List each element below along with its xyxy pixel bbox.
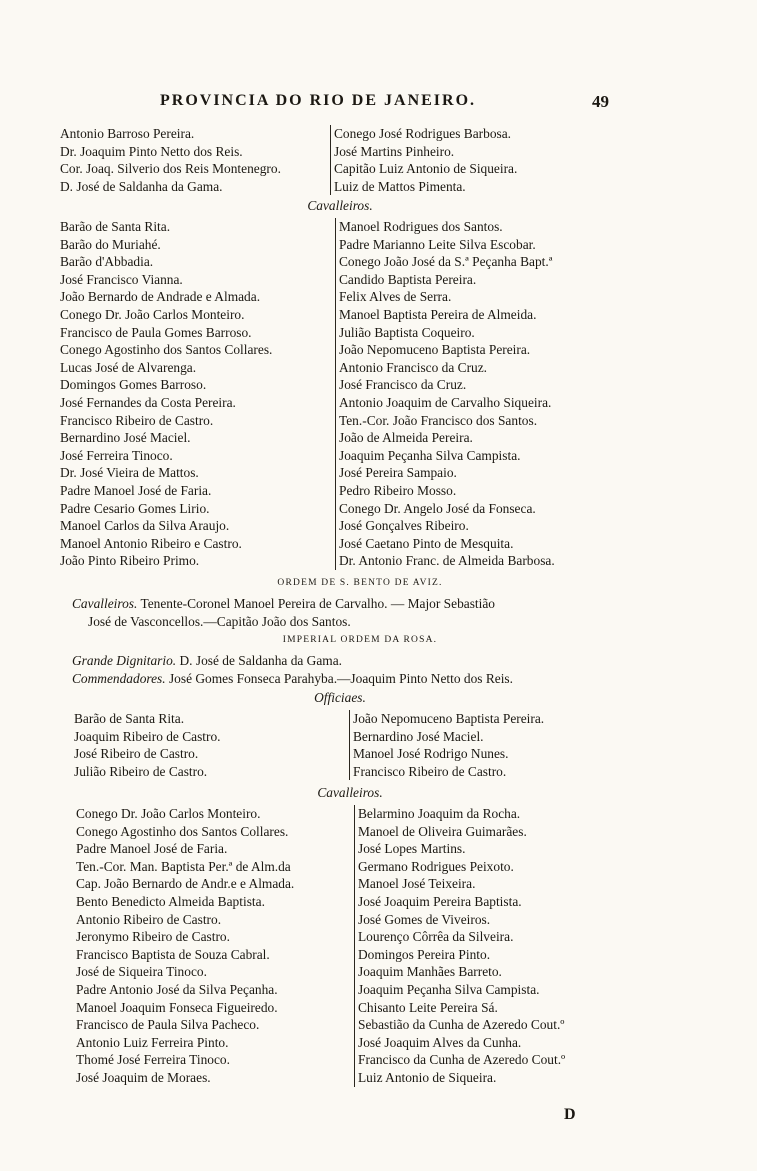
list-item: Bento Benedicto Almeida Baptista.: [76, 893, 265, 909]
cavalleiros-list-2: [76, 805, 716, 1090]
list-item: Manoel José Teixeira.: [358, 876, 476, 892]
list-item: João Nepomuceno Baptista Pereira.: [339, 342, 531, 358]
list-item: José Joaquim Pereira Baptista.: [358, 893, 522, 909]
list-item: Manoel Baptista Pereira de Almeida.: [339, 306, 537, 322]
list-item: Cap. João Bernardo de Andr.e e Almada.: [76, 876, 295, 892]
list-item: João de Almeida Pereira.: [339, 430, 473, 446]
list-item: Joaquim Manhães Barreto.: [358, 964, 502, 980]
list-item: Padre Cesario Gomes Lirio.: [60, 500, 210, 516]
list-item: Conego João José da S.ª Peçanha Bapt.ª: [339, 254, 553, 270]
list-item: Padre Manoel José de Faria.: [76, 841, 228, 857]
list-item: Belarmino Joaquim da Rocha.: [358, 806, 521, 821]
rosa-heading: IMPERIAL ORDEM DA ROSA.: [282, 635, 438, 645]
cavalleiros-heading-2: Cavalleiros.: [317, 785, 383, 800]
running-title: PROVINCIA DO RIO DE JANEIRO.: [160, 92, 477, 109]
list-item: José Joaquim de Moraes.: [76, 1069, 211, 1085]
list-item: Dr. José Vieira de Mattos.: [60, 465, 199, 481]
cavalleiros-list-1: [60, 218, 710, 573]
list-item: Joaquim Peçanha Silva Campista.: [339, 447, 521, 463]
list-item: Julião Ribeiro de Castro.: [74, 763, 208, 779]
list-item: Conego José Rodrigues Barbosa.: [334, 126, 512, 141]
top-list: [60, 125, 700, 197]
signature-mark: D: [564, 1106, 576, 1123]
page-number: 49: [592, 92, 609, 111]
list-item: Francisco Ribeiro de Castro.: [60, 412, 214, 428]
list-item: Germano Rodrigues Peixoto.: [358, 858, 514, 874]
aviz-label: Cavalleiros.: [72, 596, 138, 611]
officiaes-left: [74, 710, 349, 780]
list-item: Capitão Luiz Antonio de Siqueira.: [334, 161, 518, 177]
dignitario-label: Grande Dignitario.: [72, 653, 177, 668]
list-item: Manoel Antonio Ribeiro e Castro.: [60, 535, 242, 551]
list-item: Domingos Pereira Pinto.: [358, 946, 491, 962]
list-item: Conego Agostinho dos Santos Collares.: [76, 823, 289, 839]
list-item: Manoel José Rodrigo Nunes.: [353, 746, 509, 762]
list-item: Antonio Joaquim de Carvalho Siqueira.: [339, 394, 552, 410]
list-item: Joaquim Ribeiro de Castro.: [74, 728, 221, 744]
list-item: José Martins Pinheiro.: [334, 143, 455, 159]
list-item: Manoel Carlos da Silva Araujo.: [60, 518, 230, 534]
list-item: João Pinto Ribeiro Primo.: [60, 553, 200, 569]
list-item: José Francisco da Cruz.: [339, 377, 467, 393]
list-item: Jeronymo Ribeiro de Castro.: [76, 929, 230, 945]
list-item: José Ribeiro de Castro.: [74, 746, 199, 762]
list-item: Dr. Joaquim Pinto Netto dos Reis.: [60, 143, 243, 159]
aviz-line-2: José de Vasconcellos.—Capitão João dos Santos.: [88, 614, 351, 629]
list-item: Chisanto Leite Pereira Sá.: [358, 999, 498, 1015]
list-item: Conego Dr. João Carlos Monteiro.: [60, 306, 245, 322]
list-item: Barão de Santa Rita.: [60, 219, 171, 234]
list-item: Thomé José Ferreira Tinoco.: [76, 1052, 230, 1068]
list-item: Cor. Joaq. Silverio dos Reis Montenegro.: [60, 161, 281, 177]
list-item: Antonio Luiz Ferreira Pinto.: [76, 1034, 229, 1050]
list-item: Conego Dr. João Carlos Monteiro.: [76, 806, 261, 821]
list-item: Francisco de Paula Silva Pacheco.: [76, 1017, 260, 1033]
list-item: Francisco da Cunha de Azeredo Cout.º: [358, 1052, 566, 1068]
list-item: Barão d'Abbadia.: [60, 254, 154, 270]
list-item: Joaquim Peçanha Silva Campista.: [358, 981, 540, 997]
list-item: Conego Agostinho dos Santos Collares.: [60, 342, 273, 358]
top-list-left: [60, 125, 330, 195]
list-item: Bernardino José Maciel.: [60, 430, 191, 446]
officiaes-list: [74, 710, 694, 782]
cavalleiros-heading-1: Cavalleiros.: [307, 198, 373, 213]
list-item: Ten.-Cor. João Francisco dos Santos.: [339, 412, 538, 428]
list-item: José Lopes Martins.: [358, 841, 466, 857]
list-item: Manoel de Oliveira Guimarães.: [358, 823, 527, 839]
list-item: Luiz Antonio de Siqueira.: [358, 1069, 497, 1085]
list-item: Barão de Santa Rita.: [74, 711, 185, 726]
list-item: Felix Alves de Serra.: [339, 289, 452, 305]
list-item: Manoel Joaquim Fonseca Figueiredo.: [76, 999, 278, 1015]
list-item: Barão do Muriahé.: [60, 236, 161, 252]
list-item: Lucas José de Alvarenga.: [60, 359, 197, 375]
commendadores-text: José Gomes Fonseca Parahyba.—Joaquim Pinto Netto dos Reis.: [165, 671, 513, 686]
list-item: Antonio Francisco da Cruz.: [339, 359, 488, 375]
list-item: José Francisco Vianna.: [60, 271, 183, 287]
officiaes-heading: Officiaes.: [314, 690, 366, 705]
list-item: José Gomes de Viveiros.: [358, 911, 491, 927]
officiaes-right: [349, 710, 683, 780]
list-item: Lourenço Côrrêa da Silveira.: [358, 929, 514, 945]
list-item: Padre Marianno Leite Silva Escobar.: [339, 236, 536, 252]
list-item: José Ferreira Tinoco.: [60, 447, 173, 463]
list-item: Julião Baptista Coqueiro.: [339, 324, 475, 340]
list-item: João Nepomuceno Baptista Pereira.: [353, 711, 545, 726]
list-item: Antonio Ribeiro de Castro.: [76, 911, 222, 927]
list-item: Luiz de Mattos Pimenta.: [334, 178, 466, 194]
cavalleiros-1-left: [60, 218, 335, 570]
list-item: Candido Baptista Pereira.: [339, 271, 477, 287]
list-item: Dr. Antonio Franc. de Almeida Barbosa.: [339, 553, 555, 569]
list-item: José de Siqueira Tinoco.: [76, 964, 207, 980]
list-item: Manoel Rodrigues dos Santos.: [339, 219, 503, 234]
aviz-text-1: Tenente-Coronel Manoel Pereira de Carvalho. — Major Sebastião: [137, 596, 495, 611]
list-item: José Fernandes da Costa Pereira.: [60, 394, 236, 410]
top-list-right: [330, 125, 694, 195]
list-item: José Gonçalves Ribeiro.: [339, 518, 469, 534]
list-item: Francisco de Paula Gomes Barroso.: [60, 324, 252, 340]
list-item: Francisco Baptista de Souza Cabral.: [76, 946, 270, 962]
list-item: Conego Dr. Angelo José da Fonseca.: [339, 500, 536, 516]
list-item: Padre Manoel José de Faria.: [60, 482, 212, 498]
cavalleiros-2-right: [354, 805, 708, 1087]
aviz-line-1: [72, 595, 495, 613]
aviz-heading: ORDEM DE S. BENTO DE AVIZ.: [277, 578, 443, 588]
list-item: Ten.-Cor. Man. Baptista Per.ª de Alm.da: [76, 858, 291, 874]
cavalleiros-1-right: [335, 218, 709, 570]
list-item: Sebastião da Cunha de Azeredo Cout.º: [358, 1017, 565, 1033]
commendadores-label: Commendadores.: [72, 671, 166, 686]
page-header: [0, 92, 757, 116]
cavalleiros-2-left: [76, 805, 354, 1087]
list-item: José Joaquim Alves da Cunha.: [358, 1034, 522, 1050]
dignitario-text: D. José de Saldanha da Gama.: [176, 653, 343, 668]
list-item: Bernardino José Maciel.: [353, 728, 484, 744]
list-item: Pedro Ribeiro Mosso.: [339, 482, 457, 498]
rosa-dignitario-line: [72, 652, 342, 670]
list-item: Francisco Ribeiro de Castro.: [353, 763, 507, 779]
list-item: D. José de Saldanha da Gama.: [60, 178, 223, 194]
list-item: João Bernardo de Andrade e Almada.: [60, 289, 261, 305]
list-item: José Caetano Pinto de Mesquita.: [339, 535, 514, 551]
list-item: Domingos Gomes Barroso.: [60, 377, 207, 393]
list-item: José Pereira Sampaio.: [339, 465, 457, 481]
list-item: Padre Antonio José da Silva Peçanha.: [76, 981, 278, 997]
list-item: Antonio Barroso Pereira.: [60, 126, 195, 141]
rosa-commendadores-line: [72, 670, 513, 688]
